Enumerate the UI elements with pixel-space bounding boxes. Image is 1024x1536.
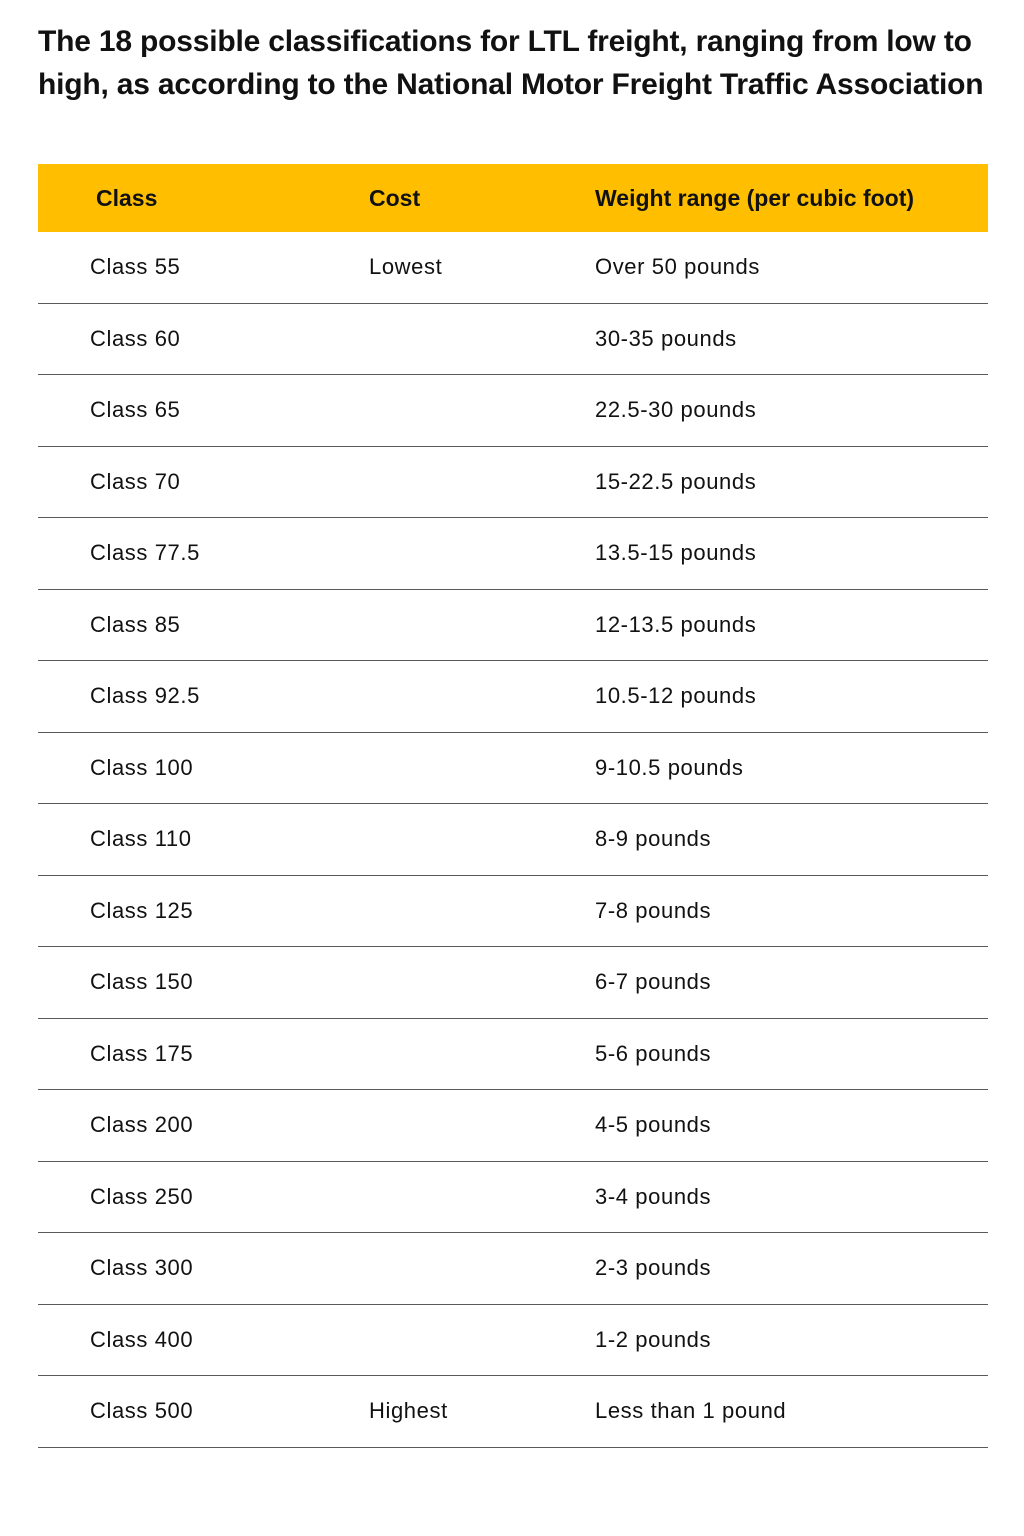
cell-weight-range: 2-3 pounds (595, 1255, 712, 1280)
cell-weight-range: 1-2 pounds (595, 1326, 712, 1352)
cell-class: Class 85 (90, 611, 181, 637)
page-title: The 18 possible classifications for LTL freight, ranging from low to high, as according to the National Motor Freight Traffic Association (38, 25, 984, 101)
table-row (38, 1233, 988, 1305)
cell-cost: Highest (369, 1398, 448, 1423)
cell-class: Class 55 (90, 254, 181, 279)
cell-weight-range: 12-13.5 pounds (595, 611, 757, 637)
cell-class: Class 92.5 (90, 683, 200, 708)
cell-weight-range: 7-8 pounds (595, 897, 712, 923)
table-row (38, 661, 988, 733)
cell-class: Class 100 (90, 754, 194, 780)
cell-weight-range: 4-5 pounds (595, 1112, 712, 1137)
cell-weight-range: 15-22.5 pounds (595, 468, 757, 494)
table-row (38, 1305, 988, 1377)
cell-class: Class 250 (90, 1183, 194, 1209)
table-row (38, 1019, 988, 1091)
table-row (38, 804, 988, 876)
cell-class: Class 300 (90, 1255, 194, 1280)
table-row (38, 1090, 988, 1162)
table-row (38, 1162, 988, 1234)
cell-class: Class 175 (90, 1040, 194, 1066)
cell-weight-range: 10.5-12 pounds (595, 683, 757, 708)
cell-cost: Lowest (369, 254, 443, 279)
cell-class: Class 60 (90, 325, 181, 351)
cell-weight-range: Less than 1 pound (595, 1398, 787, 1423)
table-row (38, 518, 988, 590)
cell-weight-range: 30-35 pounds (595, 325, 737, 351)
header-weight-range: Weight range (per cubic foot) (595, 185, 915, 211)
cell-class: Class 65 (90, 397, 181, 422)
table-row (38, 375, 988, 447)
cell-weight-range: Over 50 pounds (595, 254, 760, 279)
table-row (38, 232, 988, 304)
table-row (38, 304, 988, 376)
freight-class-table (38, 164, 988, 1448)
cell-class: Class 150 (90, 969, 194, 994)
cell-class: Class 70 (90, 468, 181, 494)
table-row (38, 876, 988, 948)
table-row (38, 1376, 988, 1448)
table-row (38, 447, 988, 519)
header-class: Class (96, 185, 158, 211)
cell-weight-range: 22.5-30 pounds (595, 397, 757, 422)
cell-weight-range: 5-6 pounds (595, 1040, 712, 1066)
table-row (38, 590, 988, 662)
cell-class: Class 77.5 (90, 540, 200, 565)
table-header-row (38, 164, 988, 232)
cell-weight-range: 13.5-15 pounds (595, 540, 757, 565)
table-row (38, 733, 988, 805)
cell-class: Class 125 (90, 897, 194, 923)
cell-weight-range: 3-4 pounds (595, 1183, 712, 1209)
header-cost: Cost (369, 185, 421, 211)
table-row (38, 947, 988, 1019)
cell-weight-range: 9-10.5 pounds (595, 754, 744, 780)
cell-class: Class 110 (90, 826, 192, 851)
cell-class: Class 400 (90, 1326, 194, 1352)
cell-weight-range: 6-7 pounds (595, 969, 712, 994)
table-body (38, 232, 988, 1448)
cell-weight-range: 8-9 pounds (595, 826, 712, 851)
cell-class: Class 200 (90, 1112, 194, 1137)
cell-class: Class 500 (90, 1398, 194, 1423)
